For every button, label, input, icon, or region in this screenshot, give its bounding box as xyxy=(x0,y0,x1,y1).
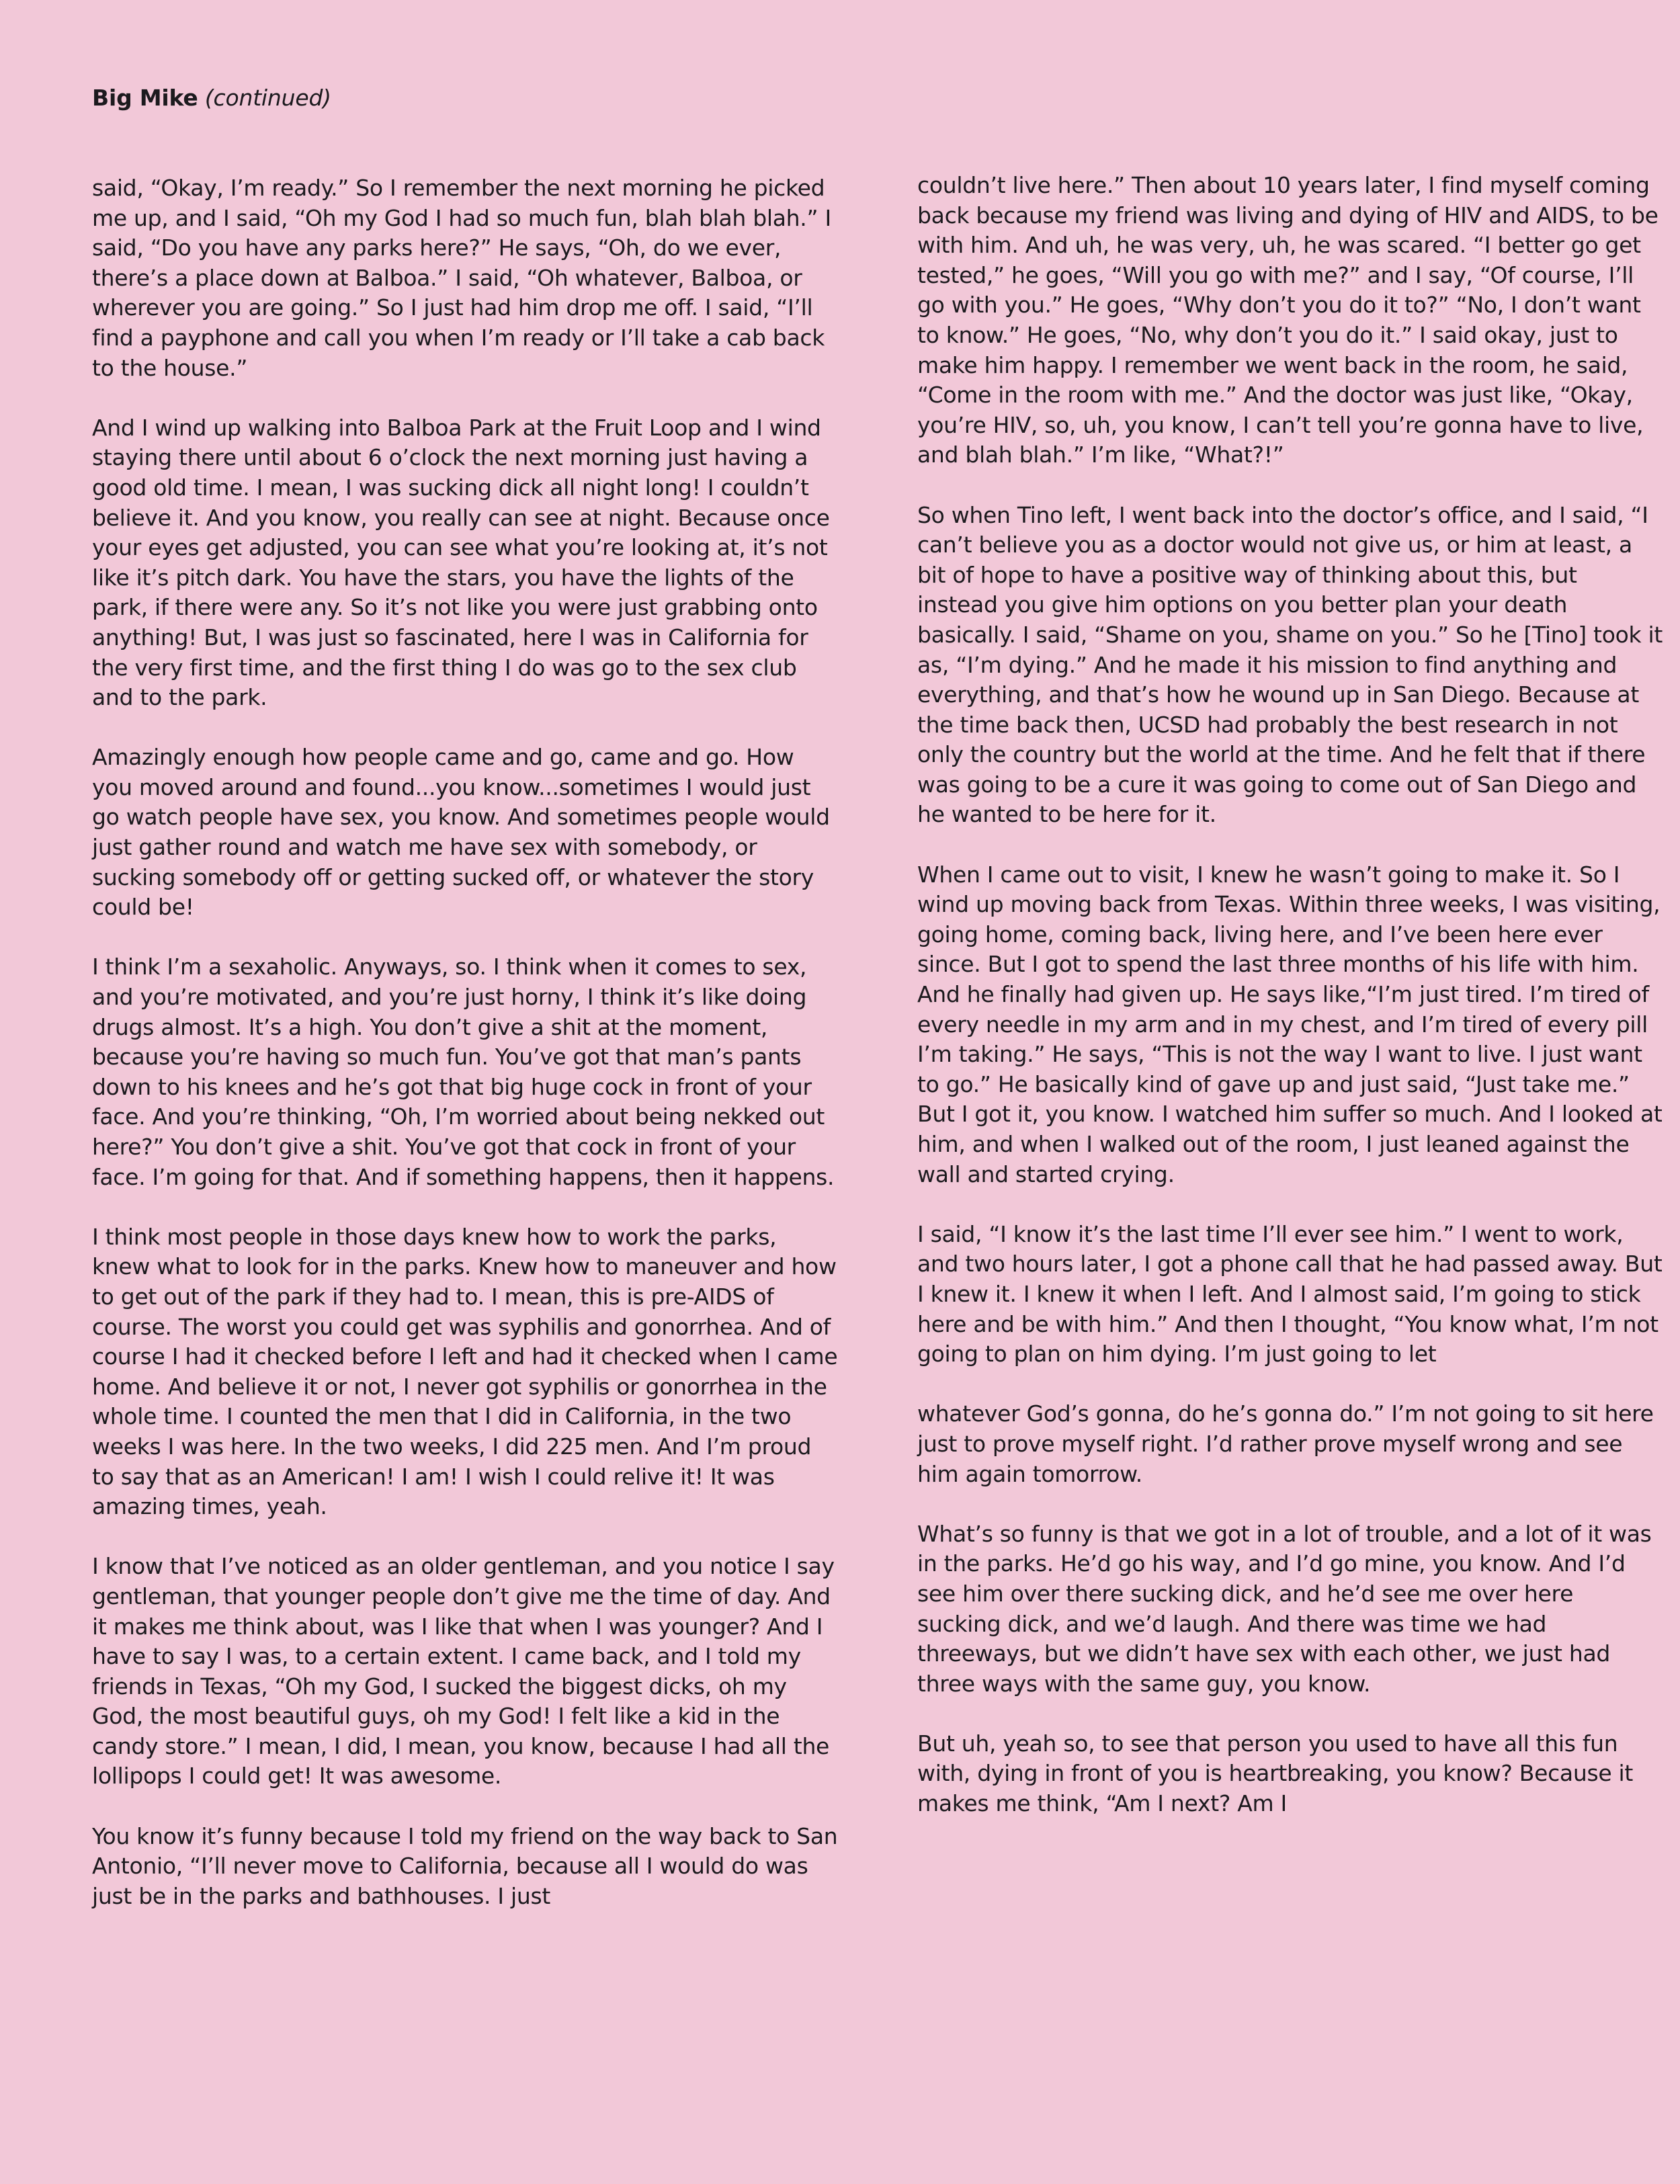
paragraph: When I came out to visit, I knew he wasn’t going to make it. So I wind up moving back from Texas. Within three weeks, I was visiting, going home, coming back, living here, and I’ve been here ever since. But I got to spend the last three months of his life with him. And he finally had given up. He says like,“I’m just tired. I’m tired of every needle in my arm and in my chest, and I’m tired of every pill I’m taking.” He says, “This is not the way I want to live. I just want to go.” He basically kind of gave up and just said, “Just take me.” But I got it, you know. I watched him suffer so much. And I looked at him, and when I walked out of the room, I just leaned against the wall and started crying. xyxy=(917,861,1663,1187)
paragraph: couldn’t live here.” Then about 10 years later, I find myself coming back because my friend was living and dying of HIV and AIDS, to be with him. And uh, he was very, uh, he was scared. “I better go get tested,” he goes, “Will you go with me?” and I say, “Of course, I’ll go with you.” He goes, “Why don’t you do it to?” “No, I don’t want to know.” He goes, “No, why don’t you do it.” I said okay, just to make him happy. I remember we went back in the room, he said, “Come in the room with me.” And the doctor was just like, “Okay, you’re HIV, so, uh, you know, I can’t tell you’re gonna have to live, and blah blah.” I’m like, “What?!” xyxy=(917,172,1658,468)
paragraph: What’s so funny is that we got in a lot of trouble, and a lot of it was in the parks. He’d go his way, and I’d go mine, you know. And I’d see him over there sucking dick, and he’d see me over here sucking dick, and we’d laugh. And there was time we had threeways, but we didn’t have sex with each other, we just had three ways with the same guy, you know. xyxy=(917,1520,1652,1697)
paragraph: And I wind up walking into Balboa Park at the Fruit Loop and I wind staying there until about 6 o’clock the next morning just having a good old time. I mean, I was sucking dick all night long! I couldn’t believe it. And you know, you really can see at night. Because once your eyes get adjusted, you can see what you’re looking at, it’s not like it’s pitch dark. You have the stars, you have the lights of the park, if there were any. So it’s not like you were just grabbing onto anything! But, I was just so fascinated, here I was in California for the very first time, and the first thing I do was go to the sex club and to the park. xyxy=(92,414,830,711)
paragraph: I think I’m a sexaholic. Anyways, so. I think when it comes to sex, and you’re motivated, and you’re just horny, I think it’s like doing drugs almost. It’s a high. You don’t give a shit at the moment, because you’re having so much fun. You’ve got that man’s pants down to his knees and he’s got that big huge cock in front of your face. And you’re thinking, “Oh, I’m worried about being nekked out here?” You don’t give a shit. You’ve got that cock in front of your face. I’m going for that. And if something happens, then it happens. xyxy=(92,954,835,1190)
paragraph: Amazingly enough how people came and go, came and go. How you moved around and found...you know...sometimes I would just go watch people have sex, you know. And sometimes people would just gather round and watch me have sex with somebody, or sucking somebody off or getting sucked off, or whatever the story could be! xyxy=(92,744,830,921)
paragraph: whatever God’s gonna, do he’s gonna do.” I’m not going to sit here just to prove myself right. I’d rather prove myself wrong and see him again tomorrow. xyxy=(917,1400,1654,1487)
paragraph: You know it’s funny because I told my friend on the way back to San Antonio, “I’ll never move to California, because all I would do was just be in the parks and bathhouses. I just xyxy=(92,1822,838,1909)
paragraph: I said, “I know it’s the last time I’ll ever see him.” I went to work, and two hours later, I got a phone call that he had passed away. But I knew it. I knew it when I left. And I almost said, I’m going to stick here and be with him.” And then I thought, “You know what, I’m not going to plan on him dying. I’m just going to let xyxy=(917,1220,1663,1368)
paragraph: said, “Okay, I’m ready.” So I remember the next morning he picked me up, and I said, “Oh my God I had so much fun, blah blah blah.” I said, “Do you have any parks here?” He says, “Oh, do we ever, there’s a place down at Balboa.” I said, “Oh whatever, Balboa, or wherever you are going.” So I just had him drop me off. I said, “I’ll find a payphone and call you when I’m ready or I’ll take a cab back to the house.” xyxy=(92,175,831,381)
speaker-name: Big Mike xyxy=(92,85,198,111)
paragraph: So when Tino left, I went back into the doctor’s office, and I said, “I can’t believe you as a doctor would not give us, or him at least, a bit of hope to have a positive way of thinking about this, but instead you give him options on you better plan your death basically. I said, “Shame on you, shame on you.” So he [Tino] took it as, “I’m dying.” And he made it his mission to find anything and everything, and that’s how he wound up in San Diego. Because at the time back then, UCSD had probably the best research in not only the country but the world at the time. And he felt that if there was going to be a cure it was going to come out of San Diego and he wanted to be here for it. xyxy=(917,501,1663,828)
right-column xyxy=(917,171,1663,1849)
continued-label: (continued) xyxy=(204,85,331,111)
left-column xyxy=(92,173,838,1941)
paragraph: I know that I’ve noticed as an older gentleman, and you notice I say gentleman, that younger people don’t give me the time of day. And it makes me think about, was I like that when I was younger? And I have to say I was, to a certain extent. I came back, and I told my friends in Texas, “Oh my God, I sucked the biggest dicks, oh my God, the most beautiful guys, oh my God! I felt like a kid in the candy store.” I mean, I did, I mean, you know, because I had all the lollipops I could get! It was awesome. xyxy=(92,1553,835,1790)
paragraph: But uh, yeah so, to see that person you used to have all this fun with, dying in front of you is heartbreaking, you know? Because it makes me think, “Am I next? Am I xyxy=(917,1730,1634,1817)
paragraph: I think most people in those days knew how to work the parks, knew what to look for in the parks. Knew how to maneuver and how to get out of the park if they had to. I mean, this is pre-AIDS of course. The worst you could get was syphilis and gonorrhea. And of course I had it checked before I left and had it checked when I came home. And believe it or not, I never got syphilis or gonorrhea in the whole time. I counted the men that I did in California, in the two weeks I was here. In the two weeks, I did 225 men. And I’m proud to say that as an American! I am! I wish I could relive it! It was amazing times, yeah. xyxy=(92,1223,838,1520)
page-header xyxy=(92,82,331,114)
